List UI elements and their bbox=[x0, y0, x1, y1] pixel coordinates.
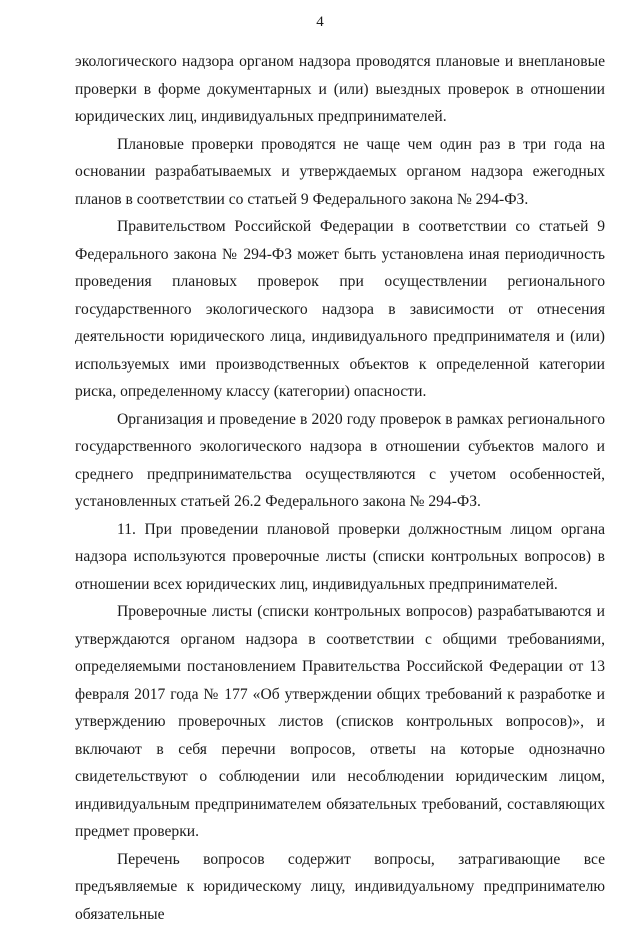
paragraph-item-11: 11. При проведении плановой проверки должностным лицом органа надзора используются проверочные листы (списки контрольных вопросов) в отношении всех юридических лиц, индивидуальных предпринимателей. bbox=[75, 516, 605, 599]
page-number: 4 bbox=[0, 14, 640, 31]
paragraph-government-periodicity: Правительством Российской Федерации в соответствии со статьей 9 Федерального закона № 294-ФЗ может быть установлена иная периодичность проведения плановых проверок при осуществлении регионального государственного экологического надзора в зависимости от отнесения деятельности юридического лица, индивидуального предпринимателя и (или) используемых ими производственных объектов к определенной категории риска, определенному классу (категории) опасности. bbox=[75, 213, 605, 406]
paragraph-planned-inspections-frequency: Плановые проверки проводятся не чаще чем один раз в три года на основании разрабатываемых и утверждаемых органом надзора ежегодных планов в соответствии со статьей 9 Федерального закона № 294-ФЗ. bbox=[75, 131, 605, 214]
paragraph-continuation: экологического надзора органом надзора проводятся плановые и внеплановые проверки в форме документарных и (или) выездных проверок в отношении юридических лиц, индивидуальных предпринимателей. bbox=[75, 48, 605, 131]
paragraph-question-list: Перечень вопросов содержит вопросы, затрагивающие все предъявляемые к юридическому лицу, индивидуальному предпринимателю обязательные bbox=[75, 846, 605, 928]
paragraph-checklists: Проверочные листы (списки контрольных вопросов) разрабатываются и утверждаются органом надзора в соответствии с общими требованиями, определяемыми постановлением Правительства Российской Федерации от 13 февраля 2017 года № 177 «Об утверждении общих требований к разработке и утверждению проверочных листов (списков контрольных вопросов)», и включают в себя перечни вопросов, ответы на которые однозначно свидетельствуют о соблюдении или несоблюдении юридическим лицом, индивидуальным предпринимателем обязательных требований, составляющих предмет проверки. bbox=[75, 598, 605, 846]
paragraph-2020-inspections: Организация и проведение в 2020 году проверок в рамках регионального государственного экологического надзора в отношении субъектов малого и среднего предпринимательства осуществляются с учетом особенностей, установленных статьей 26.2 Федерального закона № 294-ФЗ. bbox=[75, 406, 605, 516]
document-body bbox=[75, 48, 605, 928]
